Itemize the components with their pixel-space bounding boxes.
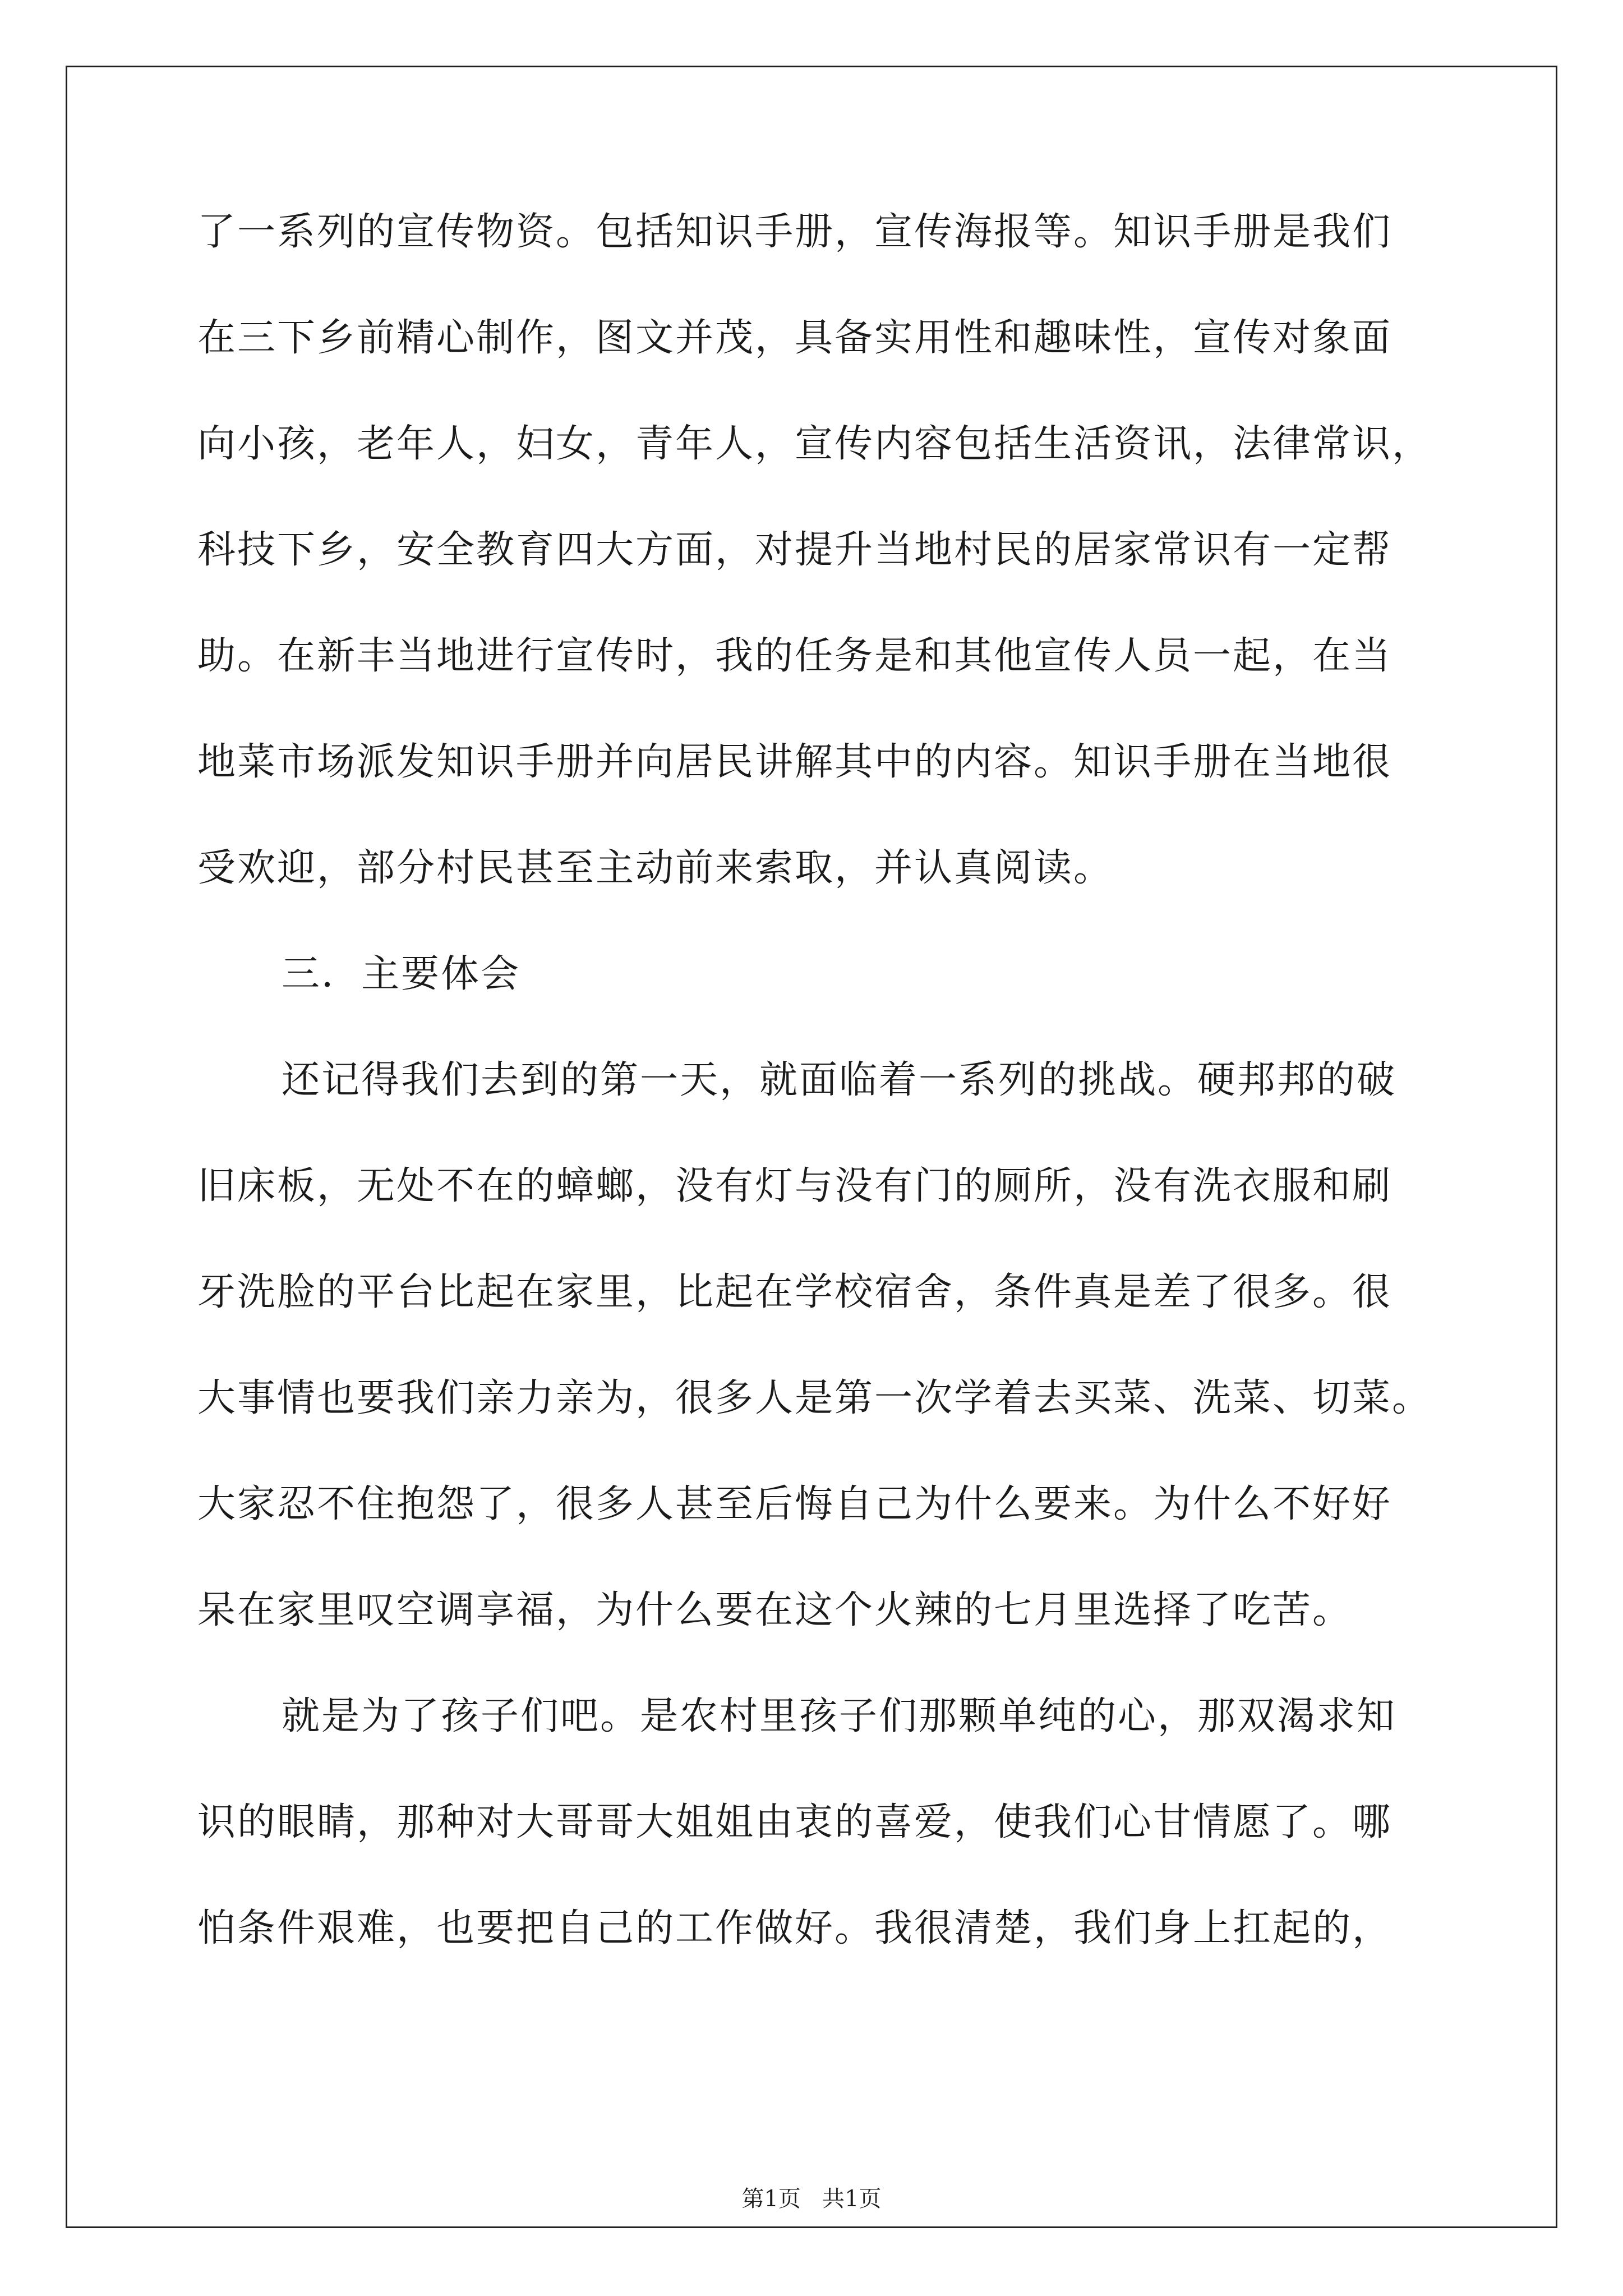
text-line: 科技下乡，安全教育四大方面，对提升当地村民的居家常识有一定帮 — [197, 528, 1393, 572]
text-line: 就是为了孩子们吧。是农村里孩子们那颗单纯的心，那双渴求知 — [282, 1694, 1397, 1738]
text-line: 还记得我们去到的第一天，就面临着一系列的挑战。硬邦邦的破 — [282, 1058, 1397, 1102]
text-line: 在三下乡前精心制作，图文并茂，具备实用性和趣味性，宣传对象面 — [197, 316, 1393, 360]
page-number-label: 第1页 共1页 — [741, 2186, 882, 2212]
text-line: 大事情也要我们亲力亲为，很多人是第一次学着去买菜、洗菜、切菜。 — [197, 1376, 1432, 1420]
text-line: 旧床板，无处不在的蟑螂，没有灯与没有门的厕所，没有洗衣服和刷 — [197, 1164, 1393, 1208]
text-line: 向小孩，老年人，妇女，青年人，宣传内容包括生活资讯，法律常识， — [197, 422, 1432, 466]
page-border — [66, 66, 1557, 2228]
text-line: 怕条件艰难，也要把自己的工作做好。我很清楚，我们身上扛起的， — [197, 1906, 1393, 1950]
text-line: 识的眼睛，那种对大哥哥大姐姐由衷的喜爱，使我们心甘情愿了。哪 — [197, 1800, 1393, 1844]
text-line: 地菜市场派发知识手册并向居民讲解其中的内容。知识手册在当地很 — [197, 740, 1393, 784]
section-heading: 三．主要体会 — [282, 952, 521, 996]
text-line: 受欢迎，部分村民甚至主动前来索取，并认真阅读。 — [197, 846, 1114, 890]
text-line: 了一系列的宣传物资。包括知识手册，宣传海报等。知识手册是我们 — [197, 210, 1393, 254]
text-line: 助。在新丰当地进行宣传时，我的任务是和其他宣传人员一起，在当 — [197, 634, 1393, 678]
text-line: 牙洗脸的平台比起在家里，比起在学校宿舍，条件真是差了很多。很 — [197, 1270, 1393, 1314]
text-line: 呆在家里叹空调享福，为什么要在这个火辣的七月里选择了吃苦。 — [197, 1588, 1353, 1632]
text-line: 大家忍不住抱怨了，很多人甚至后悔自己为什么要来。为什么不好好 — [197, 1482, 1393, 1526]
page-footer — [0, 2181, 1623, 2213]
